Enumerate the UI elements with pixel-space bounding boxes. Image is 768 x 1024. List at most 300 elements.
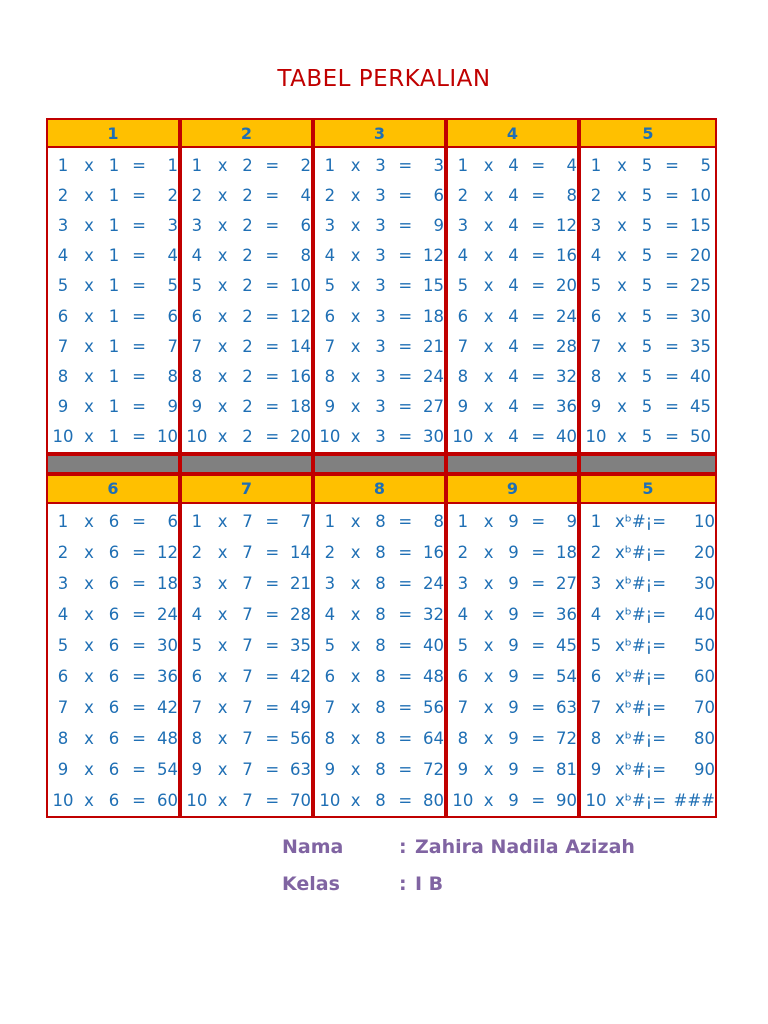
row-multiplicand: 9 bbox=[508, 635, 519, 655]
row-result: 28 bbox=[555, 336, 577, 356]
row-equals-sign: = bbox=[132, 790, 146, 810]
row-result: 27 bbox=[422, 397, 444, 417]
row-multiplier: 5 bbox=[590, 635, 602, 655]
row-equals-sign: = bbox=[132, 215, 146, 235]
row-multiplicand: 4 bbox=[508, 155, 519, 175]
table-row bbox=[48, 568, 178, 599]
row-equals-sign: = bbox=[265, 215, 280, 235]
row-multiplier: 5 bbox=[590, 276, 602, 296]
row-result: 8 bbox=[433, 511, 444, 531]
row-multiplier: 9 bbox=[324, 397, 336, 417]
table-row bbox=[581, 661, 715, 692]
row-times-sign: x bbox=[84, 759, 94, 779]
table-row bbox=[315, 422, 444, 452]
row-equals-sign: = bbox=[531, 155, 546, 175]
table-row bbox=[581, 723, 715, 754]
row-equals-sign: = bbox=[398, 155, 413, 175]
row-result: 36 bbox=[555, 604, 577, 624]
row-result: 20 bbox=[690, 246, 711, 266]
row-result: 9 bbox=[167, 397, 178, 417]
row-times-sign: x bbox=[617, 366, 627, 386]
row-multiplier: 6 bbox=[57, 306, 69, 326]
table-header-cell: 6 bbox=[46, 474, 180, 504]
row-multiplier: 9 bbox=[457, 759, 469, 779]
row-result: 5 bbox=[700, 155, 711, 175]
row-result: 8 bbox=[300, 246, 311, 266]
kelas-label: Kelas bbox=[282, 873, 340, 895]
row-multiplier: 8 bbox=[191, 366, 203, 386]
table-row bbox=[182, 271, 311, 301]
row-equals-sign: = bbox=[265, 336, 280, 356]
row-multiplier: 8 bbox=[457, 366, 469, 386]
table-header-cell: 1 bbox=[46, 118, 180, 148]
row-multiplicand: 7 bbox=[242, 635, 253, 655]
row-multiplicand: 9 bbox=[508, 790, 519, 810]
row-equals-sign: = bbox=[398, 276, 413, 296]
table-row bbox=[315, 150, 444, 180]
row-multiplier: 2 bbox=[590, 542, 602, 562]
row-multiplicand: 4 bbox=[508, 397, 519, 417]
row-multiplier: 8 bbox=[324, 728, 336, 748]
row-equals-sign: = bbox=[665, 336, 679, 356]
table-row bbox=[315, 661, 444, 692]
row-multiplier: 4 bbox=[191, 246, 203, 266]
row-result: 18 bbox=[157, 573, 178, 593]
row-equals-sign: = bbox=[531, 759, 546, 779]
table-row bbox=[581, 241, 715, 271]
row-multiplicand: 6 bbox=[108, 728, 120, 748]
row-multiplier: 6 bbox=[457, 666, 469, 686]
row-equals-sign: = bbox=[665, 185, 679, 205]
row-multiplier: 1 bbox=[324, 155, 336, 175]
row-equals-sign: = bbox=[665, 155, 679, 175]
row-times-sign: x bbox=[217, 635, 228, 655]
row-times-sign: x bbox=[350, 366, 361, 386]
row-result: 4 bbox=[566, 155, 577, 175]
table-row bbox=[315, 537, 444, 568]
row-times-sign: x bbox=[217, 542, 228, 562]
row-multiplier: 3 bbox=[457, 573, 469, 593]
table-row bbox=[581, 180, 715, 210]
row-multiplier: 8 bbox=[324, 366, 336, 386]
row-times-sign: x bbox=[84, 246, 94, 266]
row-multiplicand: 4 bbox=[508, 427, 519, 447]
row-times-sign: x bbox=[350, 604, 361, 624]
table-row bbox=[581, 692, 715, 723]
row-multiplier: 6 bbox=[191, 666, 203, 686]
row-times-sign: x bbox=[483, 185, 494, 205]
row-multiplicand: 2 bbox=[242, 397, 253, 417]
row-multiplicand: 3 bbox=[375, 306, 386, 326]
row-result: 14 bbox=[289, 336, 311, 356]
row-result: 56 bbox=[422, 697, 444, 717]
separator-cell bbox=[579, 454, 717, 474]
row-multiplier: 10 bbox=[585, 427, 607, 447]
row-multiplier: 7 bbox=[457, 336, 469, 356]
row-multiplicand: 6 bbox=[108, 573, 120, 593]
row-times-sign: x bbox=[350, 542, 361, 562]
row-result: 24 bbox=[555, 306, 577, 326]
multiplication-block bbox=[446, 148, 579, 454]
row-multiplier: 3 bbox=[324, 573, 336, 593]
row-times-sign: x bbox=[84, 185, 94, 205]
row-result: 30 bbox=[157, 635, 178, 655]
row-multiplier: 6 bbox=[590, 666, 602, 686]
row-result: 6 bbox=[167, 511, 178, 531]
row-multiplicand: 3 bbox=[375, 366, 386, 386]
row-multiplier: 5 bbox=[57, 635, 69, 655]
row-result: 9 bbox=[433, 215, 444, 235]
row-multiplier: 8 bbox=[590, 728, 602, 748]
row-multiplicand: 3 bbox=[375, 397, 386, 417]
table-row bbox=[448, 392, 577, 422]
row-multiplicand: 8 bbox=[375, 542, 386, 562]
row-multiplicand: 9 bbox=[508, 542, 519, 562]
table-row bbox=[48, 754, 178, 785]
table-row bbox=[581, 568, 715, 599]
table-header-cell: 3 bbox=[313, 118, 446, 148]
row-multiplier: 8 bbox=[57, 366, 69, 386]
row-multiplicand: 3 bbox=[375, 155, 386, 175]
row-equals-sign: = bbox=[398, 397, 413, 417]
row-multiplicand: 4 bbox=[508, 215, 519, 235]
multiplication-block bbox=[313, 504, 446, 818]
table-row bbox=[315, 785, 444, 816]
row-multiplier: 4 bbox=[324, 246, 336, 266]
row-times-sign: x bbox=[350, 215, 361, 235]
row-equals-sign: = bbox=[132, 397, 146, 417]
row-broken-operator: xᵇ#¡= bbox=[615, 728, 667, 748]
row-times-sign: x bbox=[217, 366, 228, 386]
row-result: 14 bbox=[289, 542, 311, 562]
row-equals-sign: = bbox=[265, 397, 280, 417]
row-times-sign: x bbox=[617, 336, 627, 356]
row-multiplier: 4 bbox=[57, 604, 69, 624]
row-result: 21 bbox=[289, 573, 311, 593]
table-row bbox=[48, 180, 178, 210]
row-equals-sign: = bbox=[265, 759, 280, 779]
row-multiplicand: 7 bbox=[242, 666, 253, 686]
row-multiplier: 1 bbox=[590, 511, 602, 531]
row-result: 48 bbox=[157, 728, 178, 748]
table-row bbox=[315, 180, 444, 210]
row-result: 6 bbox=[300, 215, 311, 235]
row-multiplicand: 9 bbox=[508, 604, 519, 624]
row-multiplicand: 3 bbox=[375, 427, 386, 447]
row-equals-sign: = bbox=[132, 542, 146, 562]
row-equals-sign: = bbox=[265, 542, 280, 562]
row-multiplier: 7 bbox=[457, 697, 469, 717]
row-equals-sign: = bbox=[398, 185, 413, 205]
row-times-sign: x bbox=[617, 155, 627, 175]
row-times-sign: x bbox=[217, 511, 228, 531]
row-multiplier: 3 bbox=[191, 215, 203, 235]
row-multiplier: 6 bbox=[324, 306, 336, 326]
multiplication-block bbox=[46, 148, 180, 454]
row-multiplicand: 6 bbox=[108, 697, 120, 717]
table-row bbox=[448, 785, 577, 816]
table-row bbox=[48, 723, 178, 754]
row-times-sign: x bbox=[617, 276, 627, 296]
row-multiplicand: 1 bbox=[108, 215, 120, 235]
row-equals-sign: = bbox=[531, 511, 546, 531]
row-multiplicand: 7 bbox=[242, 759, 253, 779]
row-times-sign: x bbox=[350, 306, 361, 326]
row-multiplicand: 7 bbox=[242, 604, 253, 624]
row-times-sign: x bbox=[84, 511, 94, 531]
table-row bbox=[48, 331, 178, 361]
row-multiplier: 4 bbox=[590, 604, 602, 624]
table-row bbox=[448, 422, 577, 452]
row-multiplier: 3 bbox=[57, 215, 69, 235]
row-multiplier: 3 bbox=[324, 215, 336, 235]
row-result: 15 bbox=[690, 215, 711, 235]
row-multiplier: 5 bbox=[457, 635, 469, 655]
row-result: 2 bbox=[167, 185, 178, 205]
row-result: 60 bbox=[157, 790, 178, 810]
row-result: 40 bbox=[694, 604, 715, 624]
separator-cell bbox=[313, 454, 446, 474]
table-row bbox=[182, 331, 311, 361]
multiplication-block bbox=[313, 148, 446, 454]
table-row bbox=[448, 301, 577, 331]
table-row bbox=[315, 392, 444, 422]
table-row bbox=[448, 661, 577, 692]
table-row bbox=[581, 150, 715, 180]
row-multiplier: 5 bbox=[57, 276, 69, 296]
row-result: 64 bbox=[422, 728, 444, 748]
row-multiplicand: 2 bbox=[242, 155, 253, 175]
row-times-sign: x bbox=[483, 246, 494, 266]
bottom-body-row bbox=[46, 504, 717, 818]
row-times-sign: x bbox=[217, 215, 228, 235]
row-times-sign: x bbox=[350, 573, 361, 593]
row-equals-sign: = bbox=[132, 666, 146, 686]
table-row bbox=[581, 630, 715, 661]
row-multiplier: 10 bbox=[585, 790, 607, 810]
row-times-sign: x bbox=[84, 542, 94, 562]
row-multiplier: 10 bbox=[186, 427, 208, 447]
row-multiplicand: 7 bbox=[242, 728, 253, 748]
row-equals-sign: = bbox=[398, 336, 413, 356]
row-equals-sign: = bbox=[265, 790, 280, 810]
row-result: 10 bbox=[157, 427, 178, 447]
row-multiplicand: 4 bbox=[508, 366, 519, 386]
row-multiplicand: 2 bbox=[242, 215, 253, 235]
row-result: 8 bbox=[167, 366, 178, 386]
row-result: 70 bbox=[694, 697, 715, 717]
row-equals-sign: = bbox=[265, 573, 280, 593]
row-equals-sign: = bbox=[265, 246, 280, 266]
row-result: 18 bbox=[289, 397, 311, 417]
row-multiplicand: 5 bbox=[641, 155, 653, 175]
row-equals-sign: = bbox=[132, 511, 146, 531]
row-equals-sign: = bbox=[398, 790, 413, 810]
row-result: 5 bbox=[167, 276, 178, 296]
row-multiplicand: 4 bbox=[508, 246, 519, 266]
page-title: TABEL PERKALIAN bbox=[277, 66, 491, 92]
row-equals-sign: = bbox=[398, 635, 413, 655]
table-row bbox=[48, 210, 178, 240]
table-row bbox=[448, 599, 577, 630]
row-multiplier: 4 bbox=[191, 604, 203, 624]
row-multiplicand: 6 bbox=[108, 511, 120, 531]
row-result: 16 bbox=[289, 366, 311, 386]
row-times-sign: x bbox=[483, 215, 494, 235]
row-multiplier: 2 bbox=[191, 185, 203, 205]
multiplication-block bbox=[579, 504, 717, 818]
row-multiplier: 10 bbox=[186, 790, 208, 810]
row-times-sign: x bbox=[84, 790, 94, 810]
row-equals-sign: = bbox=[398, 427, 413, 447]
row-equals-sign: = bbox=[665, 246, 679, 266]
row-result: 24 bbox=[422, 366, 444, 386]
row-equals-sign: = bbox=[265, 155, 280, 175]
row-times-sign: x bbox=[84, 635, 94, 655]
multiplication-block bbox=[579, 148, 717, 454]
row-multiplier: 8 bbox=[191, 728, 203, 748]
row-times-sign: x bbox=[217, 397, 228, 417]
table-row bbox=[581, 537, 715, 568]
top-header-row bbox=[46, 118, 717, 148]
row-multiplicand: 9 bbox=[508, 666, 519, 686]
table-row bbox=[448, 506, 577, 537]
row-multiplier: 9 bbox=[57, 397, 69, 417]
row-multiplicand: 1 bbox=[108, 306, 120, 326]
table-row bbox=[48, 301, 178, 331]
row-multiplicand: 8 bbox=[375, 790, 386, 810]
table-row bbox=[581, 301, 715, 331]
table-row bbox=[182, 599, 311, 630]
row-multiplier: 9 bbox=[324, 759, 336, 779]
row-multiplicand: 7 bbox=[242, 511, 253, 531]
row-multiplicand: 7 bbox=[242, 697, 253, 717]
row-multiplicand: 8 bbox=[375, 666, 386, 686]
row-multiplier: 7 bbox=[590, 336, 602, 356]
row-times-sign: x bbox=[617, 306, 627, 326]
table-row bbox=[182, 506, 311, 537]
row-equals-sign: = bbox=[265, 427, 280, 447]
row-equals-sign: = bbox=[531, 246, 546, 266]
row-multiplicand: 1 bbox=[108, 185, 120, 205]
table-row bbox=[182, 301, 311, 331]
row-multiplicand: 4 bbox=[508, 336, 519, 356]
row-equals-sign: = bbox=[398, 666, 413, 686]
row-times-sign: x bbox=[217, 155, 228, 175]
row-equals-sign: = bbox=[531, 542, 546, 562]
multiplication-block bbox=[180, 148, 313, 454]
table-row bbox=[182, 210, 311, 240]
row-multiplicand: 5 bbox=[641, 366, 653, 386]
row-equals-sign: = bbox=[531, 697, 546, 717]
row-multiplicand: 4 bbox=[508, 306, 519, 326]
row-broken-operator: xᵇ#¡= bbox=[615, 573, 667, 593]
table-row bbox=[48, 241, 178, 271]
row-multiplicand: 5 bbox=[641, 427, 653, 447]
row-multiplicand: 7 bbox=[242, 542, 253, 562]
table-row bbox=[315, 723, 444, 754]
row-multiplicand: 5 bbox=[641, 185, 653, 205]
table-row bbox=[182, 661, 311, 692]
row-multiplicand: 5 bbox=[641, 336, 653, 356]
row-multiplicand: 2 bbox=[242, 427, 253, 447]
row-times-sign: x bbox=[350, 276, 361, 296]
row-multiplicand: 6 bbox=[108, 759, 120, 779]
table-row bbox=[48, 150, 178, 180]
row-equals-sign: = bbox=[132, 427, 146, 447]
table-row bbox=[182, 692, 311, 723]
row-result: 20 bbox=[555, 276, 577, 296]
row-result: 36 bbox=[555, 397, 577, 417]
row-multiplicand: 1 bbox=[108, 155, 120, 175]
row-equals-sign: = bbox=[531, 604, 546, 624]
row-broken-operator: xᵇ#¡= bbox=[615, 604, 667, 624]
row-result: 21 bbox=[422, 336, 444, 356]
table-row bbox=[448, 210, 577, 240]
table-row bbox=[448, 361, 577, 391]
row-multiplicand: 3 bbox=[375, 215, 386, 235]
table-row bbox=[581, 331, 715, 361]
row-multiplier: 7 bbox=[324, 697, 336, 717]
row-multiplier: 4 bbox=[457, 604, 469, 624]
table-row bbox=[315, 361, 444, 391]
row-multiplier: 6 bbox=[191, 306, 203, 326]
row-multiplicand: 3 bbox=[375, 276, 386, 296]
table-row bbox=[182, 361, 311, 391]
row-equals-sign: = bbox=[265, 697, 280, 717]
table-row bbox=[315, 271, 444, 301]
row-result: 80 bbox=[422, 790, 444, 810]
row-times-sign: x bbox=[483, 604, 494, 624]
row-times-sign: x bbox=[84, 276, 94, 296]
row-equals-sign: = bbox=[531, 573, 546, 593]
row-equals-sign: = bbox=[531, 728, 546, 748]
table-row bbox=[182, 630, 311, 661]
row-multiplicand: 9 bbox=[508, 573, 519, 593]
row-equals-sign: = bbox=[398, 728, 413, 748]
table-row bbox=[182, 241, 311, 271]
row-multiplier: 3 bbox=[57, 573, 69, 593]
table-row bbox=[48, 422, 178, 452]
table-row bbox=[448, 568, 577, 599]
row-times-sign: x bbox=[617, 185, 627, 205]
multiplication-block bbox=[46, 504, 180, 818]
row-multiplicand: 6 bbox=[108, 542, 120, 562]
table-row bbox=[581, 599, 715, 630]
row-result: 3 bbox=[433, 155, 444, 175]
row-result: 60 bbox=[694, 666, 715, 686]
table-row bbox=[448, 692, 577, 723]
row-result: 80 bbox=[694, 728, 715, 748]
row-equals-sign: = bbox=[132, 728, 146, 748]
row-equals-sign: = bbox=[132, 366, 146, 386]
row-equals-sign: = bbox=[398, 366, 413, 386]
row-times-sign: x bbox=[217, 666, 228, 686]
row-result: 35 bbox=[690, 336, 711, 356]
row-result: 30 bbox=[690, 306, 711, 326]
row-equals-sign: = bbox=[398, 573, 413, 593]
row-multiplicand: 6 bbox=[108, 790, 120, 810]
row-result: 90 bbox=[694, 759, 715, 779]
table-row bbox=[581, 422, 715, 452]
row-multiplicand: 5 bbox=[641, 306, 653, 326]
row-equals-sign: = bbox=[132, 697, 146, 717]
row-multiplier: 5 bbox=[191, 635, 203, 655]
row-multiplicand: 9 bbox=[508, 697, 519, 717]
row-multiplier: 7 bbox=[191, 336, 203, 356]
row-equals-sign: = bbox=[665, 306, 679, 326]
row-times-sign: x bbox=[617, 397, 627, 417]
